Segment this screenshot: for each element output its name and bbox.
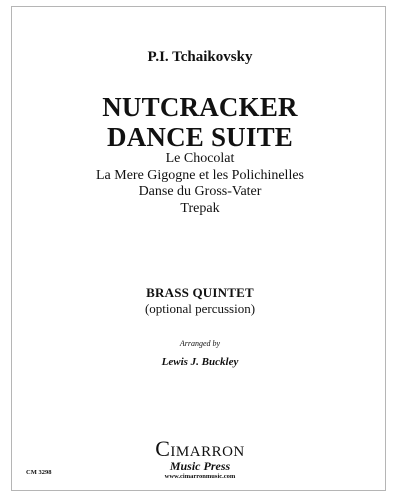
movement-list — [0, 151, 400, 217]
movement-item: Le Chocolat — [165, 151, 235, 166]
arranger-name: Lewis J. Buckley — [161, 356, 239, 368]
publisher-website: www.cimarronmusic.com — [164, 473, 236, 480]
catalog-number: CM 3298 — [26, 469, 52, 476]
title-line-1: NUTCRACKER — [102, 92, 298, 122]
movement-item: Danse du Gross-Vater — [138, 184, 262, 199]
instrumentation: BRASS QUINTET — [146, 285, 254, 300]
publisher-name: Cimarron — [155, 436, 245, 461]
movement-item: Trepak — [180, 200, 220, 216]
cover-border — [11, 6, 386, 491]
composer-name: P.I. Tchaikovsky — [147, 49, 253, 65]
percussion-note: (optional percussion) — [144, 301, 256, 316]
title-line-2: DANCE SUITE — [107, 122, 293, 152]
publisher-logo — [0, 438, 400, 481]
publisher-subtitle: Music Press — [169, 459, 231, 473]
arranged-by-label: Arranged by — [179, 339, 221, 348]
movement-item: La Mere Gigogne et les Polichinelles — [96, 167, 304, 183]
